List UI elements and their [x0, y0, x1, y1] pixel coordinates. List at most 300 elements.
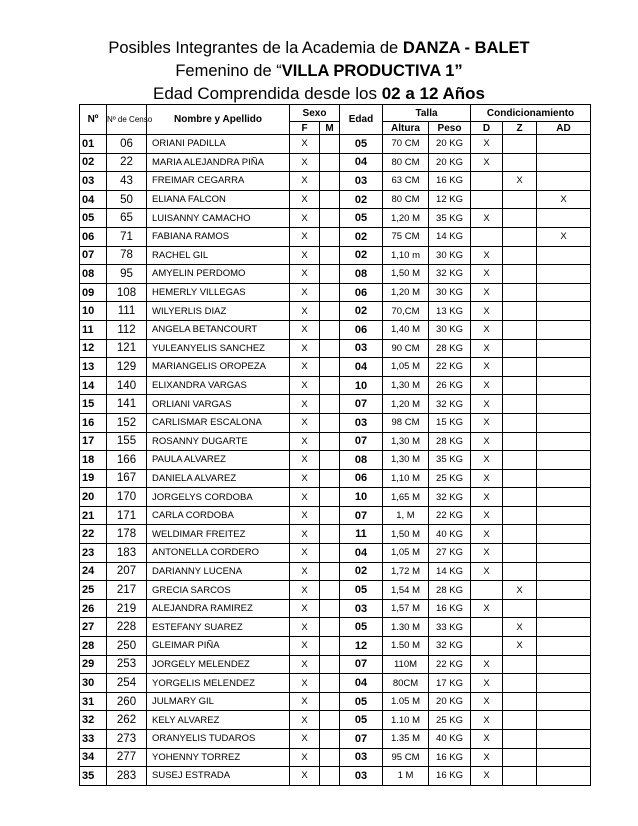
header-d: D	[471, 122, 503, 135]
table-row	[80, 544, 591, 563]
altura: 1,50 M	[383, 525, 429, 544]
edad: 05	[340, 711, 383, 730]
peso: 32 KG	[429, 265, 471, 284]
sexo-m	[320, 190, 340, 209]
member-name: ALEJANDRA RAMIREZ	[147, 599, 290, 618]
sexo-f: X	[290, 674, 320, 693]
cond-d: X	[471, 320, 503, 339]
peso: 40 KG	[429, 525, 471, 544]
sexo-f: X	[290, 358, 320, 377]
altura: 1,05 M	[383, 544, 429, 563]
cond-z	[503, 451, 537, 470]
edad: 04	[340, 358, 383, 377]
row-number: 18	[80, 451, 107, 470]
censo-number: 228	[107, 618, 147, 637]
cond-ad: X	[537, 190, 591, 209]
cond-z	[503, 655, 537, 674]
member-name: FABIANA RAMOS	[147, 227, 290, 246]
sexo-f: X	[290, 153, 320, 172]
cond-d: X	[471, 209, 503, 228]
header-censo: Nº de Censo	[107, 105, 147, 135]
cond-z	[503, 153, 537, 172]
altura: 95 CM	[383, 748, 429, 767]
row-number: 05	[80, 209, 107, 228]
cond-z	[503, 265, 537, 284]
edad: 03	[340, 413, 383, 432]
peso: 22 KG	[429, 506, 471, 525]
member-name: MARIA ALEJANDRA PIÑA	[147, 153, 290, 172]
cond-ad	[537, 265, 591, 284]
censo-number: 171	[107, 506, 147, 525]
row-number: 11	[80, 320, 107, 339]
peso: 13 KG	[429, 302, 471, 321]
members-table	[79, 104, 591, 786]
cond-d: X	[471, 544, 503, 563]
table-row	[80, 302, 591, 321]
row-number: 19	[80, 469, 107, 488]
peso: 20 KG	[429, 692, 471, 711]
member-name: JORGELYS CORDOBA	[147, 488, 290, 507]
sexo-f: X	[290, 488, 320, 507]
altura: 1.35 M	[383, 730, 429, 749]
sexo-f: X	[290, 227, 320, 246]
sexo-m	[320, 692, 340, 711]
altura: 110M	[383, 655, 429, 674]
row-number: 27	[80, 618, 107, 637]
row-number: 06	[80, 227, 107, 246]
cond-d	[471, 227, 503, 246]
edad: 10	[340, 376, 383, 395]
censo-number: 253	[107, 655, 147, 674]
cond-z	[503, 339, 537, 358]
sexo-m	[320, 748, 340, 767]
cond-ad	[537, 767, 591, 786]
peso: 16 KG	[429, 172, 471, 191]
cond-d: X	[471, 153, 503, 172]
altura: 1,10 M	[383, 469, 429, 488]
cond-z	[503, 748, 537, 767]
row-number: 34	[80, 748, 107, 767]
member-name: ORLIANI VARGAS	[147, 395, 290, 414]
cond-d: X	[471, 413, 503, 432]
member-name: HEMERLY VILLEGAS	[147, 283, 290, 302]
edad: 12	[340, 637, 383, 656]
cond-ad	[537, 581, 591, 600]
table-row	[80, 320, 591, 339]
cond-d: X	[471, 246, 503, 265]
cond-d: X	[471, 283, 503, 302]
cond-ad	[537, 618, 591, 637]
cond-z	[503, 432, 537, 451]
censo-number: 95	[107, 265, 147, 284]
edad: 04	[340, 674, 383, 693]
edad: 06	[340, 320, 383, 339]
altura: 1,30 M	[383, 432, 429, 451]
altura: 1,65 M	[383, 488, 429, 507]
sexo-m	[320, 302, 340, 321]
sexo-m	[320, 544, 340, 563]
sexo-m	[320, 395, 340, 414]
table-row	[80, 190, 591, 209]
cond-d	[471, 190, 503, 209]
header-z: Z	[503, 122, 537, 135]
cond-z	[503, 692, 537, 711]
altura: 1,72 M	[383, 562, 429, 581]
row-number: 32	[80, 711, 107, 730]
table-row	[80, 748, 591, 767]
row-number: 12	[80, 339, 107, 358]
cond-ad	[537, 469, 591, 488]
peso: 30 KG	[429, 320, 471, 339]
cond-ad	[537, 153, 591, 172]
table-row	[80, 711, 591, 730]
cond-ad	[537, 488, 591, 507]
censo-number: 283	[107, 767, 147, 786]
cond-ad	[537, 283, 591, 302]
altura: 80CM	[383, 674, 429, 693]
sexo-f: X	[290, 451, 320, 470]
table-row	[80, 413, 591, 432]
sexo-f: X	[290, 339, 320, 358]
sexo-m	[320, 339, 340, 358]
sexo-f: X	[290, 209, 320, 228]
table-row	[80, 227, 591, 246]
censo-number: 141	[107, 395, 147, 414]
cond-z	[503, 711, 537, 730]
sexo-m	[320, 246, 340, 265]
altura: 1,57 M	[383, 599, 429, 618]
cond-ad	[537, 711, 591, 730]
row-number: 29	[80, 655, 107, 674]
cond-ad	[537, 692, 591, 711]
table-row	[80, 599, 591, 618]
member-name: MARIANGELIS OROPEZA	[147, 358, 290, 377]
table-row	[80, 506, 591, 525]
table-row	[80, 339, 591, 358]
peso: 15 KG	[429, 413, 471, 432]
cond-d: X	[471, 655, 503, 674]
censo-number: 217	[107, 581, 147, 600]
sexo-f: X	[290, 135, 320, 154]
sexo-f: X	[290, 767, 320, 786]
table-row	[80, 562, 591, 581]
row-number: 01	[80, 135, 107, 154]
row-number: 04	[80, 190, 107, 209]
table-row	[80, 135, 591, 154]
altura: 1,20 M	[383, 283, 429, 302]
header-talla: Talla	[383, 105, 471, 122]
sexo-m	[320, 599, 340, 618]
sexo-f: X	[290, 190, 320, 209]
censo-number: 254	[107, 674, 147, 693]
altura: 1.30 M	[383, 618, 429, 637]
table-row	[80, 637, 591, 656]
cond-ad	[537, 451, 591, 470]
cond-d	[471, 581, 503, 600]
peso: 30 KG	[429, 246, 471, 265]
member-name: WILYERLIS DIAZ	[147, 302, 290, 321]
sexo-m	[320, 135, 340, 154]
edad: 02	[340, 190, 383, 209]
cond-d: X	[471, 692, 503, 711]
cond-z	[503, 227, 537, 246]
altura: 75 CM	[383, 227, 429, 246]
cond-ad	[537, 748, 591, 767]
sexo-m	[320, 358, 340, 377]
peso: 25 KG	[429, 469, 471, 488]
cond-d: X	[471, 302, 503, 321]
altura: 1,05 M	[383, 358, 429, 377]
sexo-m	[320, 376, 340, 395]
edad: 07	[340, 432, 383, 451]
peso: 20 KG	[429, 153, 471, 172]
altura: 98 CM	[383, 413, 429, 432]
cond-d: X	[471, 767, 503, 786]
sexo-m	[320, 674, 340, 693]
censo-number: 277	[107, 748, 147, 767]
peso: 16 KG	[429, 748, 471, 767]
cond-z	[503, 283, 537, 302]
cond-d	[471, 637, 503, 656]
sexo-f: X	[290, 599, 320, 618]
row-number: 33	[80, 730, 107, 749]
sexo-m	[320, 562, 340, 581]
member-name: AMYELIN PERDOMO	[147, 265, 290, 284]
censo-number: 22	[107, 153, 147, 172]
member-name: JORGELY MELENDEZ	[147, 655, 290, 674]
sexo-m	[320, 413, 340, 432]
censo-number: 260	[107, 692, 147, 711]
sexo-m	[320, 655, 340, 674]
edad: 03	[340, 172, 383, 191]
table-row	[80, 172, 591, 191]
cond-d: X	[471, 135, 503, 154]
member-name: WELDIMAR FREITEZ	[147, 525, 290, 544]
peso: 17 KG	[429, 674, 471, 693]
censo-number: 78	[107, 246, 147, 265]
cond-ad	[537, 730, 591, 749]
table-row	[80, 283, 591, 302]
cond-d: X	[471, 265, 503, 284]
sexo-f: X	[290, 692, 320, 711]
altura: 80 CM	[383, 153, 429, 172]
cond-d: X	[471, 488, 503, 507]
cond-z	[503, 413, 537, 432]
edad: 05	[340, 581, 383, 600]
table-row	[80, 358, 591, 377]
sexo-m	[320, 488, 340, 507]
sexo-f: X	[290, 395, 320, 414]
edad: 04	[340, 153, 383, 172]
edad: 03	[340, 748, 383, 767]
table-row	[80, 153, 591, 172]
cond-ad	[537, 395, 591, 414]
cond-z	[503, 767, 537, 786]
sexo-f: X	[290, 748, 320, 767]
member-name: ELIANA FALCON	[147, 190, 290, 209]
row-number: 21	[80, 506, 107, 525]
cond-d: X	[471, 525, 503, 544]
sexo-f: X	[290, 413, 320, 432]
member-name: YULEANYELIS SANCHEZ	[147, 339, 290, 358]
altura: 1.05 M	[383, 692, 429, 711]
sexo-f: X	[290, 655, 320, 674]
row-number: 28	[80, 637, 107, 656]
cond-ad	[537, 525, 591, 544]
table-row	[80, 730, 591, 749]
member-name: ELIXANDRA VARGAS	[147, 376, 290, 395]
row-number: 20	[80, 488, 107, 507]
member-name: RACHEL GIL	[147, 246, 290, 265]
member-name: LUISANNY CAMACHO	[147, 209, 290, 228]
sexo-f: X	[290, 246, 320, 265]
member-name: ORIANI PADILLA	[147, 135, 290, 154]
censo-number: 121	[107, 339, 147, 358]
member-name: ORANYELIS TUDAROS	[147, 730, 290, 749]
sexo-f: X	[290, 320, 320, 339]
header-edad: Edad	[340, 105, 383, 135]
row-number: 30	[80, 674, 107, 693]
censo-number: 111	[107, 302, 147, 321]
sexo-f: X	[290, 562, 320, 581]
altura: 90 CM	[383, 339, 429, 358]
cond-z	[503, 302, 537, 321]
peso: 35 KG	[429, 209, 471, 228]
sexo-m	[320, 432, 340, 451]
member-name: CARLISMAR ESCALONA	[147, 413, 290, 432]
cond-ad	[537, 358, 591, 377]
header-sexo: Sexo	[290, 105, 340, 122]
cond-ad	[537, 302, 591, 321]
header-nombre: Nombre y Apellido	[147, 105, 290, 135]
peso: 14 KG	[429, 227, 471, 246]
sexo-f: X	[290, 283, 320, 302]
cond-ad	[537, 544, 591, 563]
peso: 26 KG	[429, 376, 471, 395]
cond-ad	[537, 209, 591, 228]
edad: 07	[340, 506, 383, 525]
sexo-m	[320, 153, 340, 172]
peso: 16 KG	[429, 599, 471, 618]
sexo-m	[320, 618, 340, 637]
edad: 02	[340, 562, 383, 581]
cond-ad	[537, 135, 591, 154]
sexo-f: X	[290, 172, 320, 191]
cond-d: X	[471, 339, 503, 358]
table-row	[80, 488, 591, 507]
edad: 05	[340, 209, 383, 228]
sexo-f: X	[290, 730, 320, 749]
altura: 1,20 M	[383, 395, 429, 414]
cond-d: X	[471, 562, 503, 581]
altura: 1,40 M	[383, 320, 429, 339]
row-number: 31	[80, 692, 107, 711]
sexo-m	[320, 506, 340, 525]
row-number: 24	[80, 562, 107, 581]
member-name: KELY ALVAREZ	[147, 711, 290, 730]
header-f: F	[290, 122, 320, 135]
censo-number: 65	[107, 209, 147, 228]
sexo-f: X	[290, 302, 320, 321]
censo-number: 50	[107, 190, 147, 209]
peso: 16 KG	[429, 767, 471, 786]
member-name: SUSEJ ESTRADA	[147, 767, 290, 786]
table-row	[80, 246, 591, 265]
censo-number: 219	[107, 599, 147, 618]
row-number: 03	[80, 172, 107, 191]
header-condicionamiento: Condicionamiento	[471, 105, 591, 122]
peso: 27 KG	[429, 544, 471, 563]
altura: 1,50 M	[383, 265, 429, 284]
title-line-3: Edad Comprendida desde los 02 a 12 Años	[152, 84, 485, 103]
peso: 28 KG	[429, 339, 471, 358]
row-number: 22	[80, 525, 107, 544]
peso: 30 KG	[429, 283, 471, 302]
cond-ad	[537, 562, 591, 581]
peso: 35 KG	[429, 451, 471, 470]
sexo-f: X	[290, 469, 320, 488]
sexo-m	[320, 320, 340, 339]
cond-ad	[537, 339, 591, 358]
cond-z	[503, 135, 537, 154]
header-peso: Peso	[429, 122, 471, 135]
row-number: 26	[80, 599, 107, 618]
sexo-m	[320, 730, 340, 749]
row-number: 07	[80, 246, 107, 265]
peso: 32 KG	[429, 395, 471, 414]
peso: 28 KG	[429, 432, 471, 451]
altura: 1,30 M	[383, 451, 429, 470]
censo-number: 71	[107, 227, 147, 246]
edad: 07	[340, 395, 383, 414]
altura: 1,20 M	[383, 209, 429, 228]
cond-z	[503, 525, 537, 544]
censo-number: 178	[107, 525, 147, 544]
header-ad: AD	[537, 122, 591, 135]
header-m: M	[320, 122, 340, 135]
header-altura: Altura	[383, 122, 429, 135]
censo-number: 166	[107, 451, 147, 470]
title-line-2: Femenino de “VILLA PRODUCTIVA 1”	[175, 62, 463, 80]
censo-number: 170	[107, 488, 147, 507]
member-name: GLEIMAR PIÑA	[147, 637, 290, 656]
table-row	[80, 525, 591, 544]
peso: 20 KG	[429, 135, 471, 154]
cond-z	[503, 562, 537, 581]
table-row	[80, 209, 591, 228]
member-name: DARIANNY LUCENA	[147, 562, 290, 581]
cond-z: X	[503, 581, 537, 600]
peso: 22 KG	[429, 358, 471, 377]
cond-ad	[537, 413, 591, 432]
cond-ad	[537, 637, 591, 656]
row-number: 14	[80, 376, 107, 395]
cond-z: X	[503, 172, 537, 191]
member-name: GRECIA SARCOS	[147, 581, 290, 600]
member-name: PAULA ALVAREZ	[147, 451, 290, 470]
cond-z	[503, 544, 537, 563]
row-number: 15	[80, 395, 107, 414]
edad: 08	[340, 451, 383, 470]
sexo-m	[320, 767, 340, 786]
cond-z: X	[503, 637, 537, 656]
edad: 02	[340, 302, 383, 321]
censo-number: 112	[107, 320, 147, 339]
row-number: 35	[80, 767, 107, 786]
cond-z: X	[503, 618, 537, 637]
sexo-m	[320, 711, 340, 730]
header-num: Nº	[80, 105, 107, 135]
